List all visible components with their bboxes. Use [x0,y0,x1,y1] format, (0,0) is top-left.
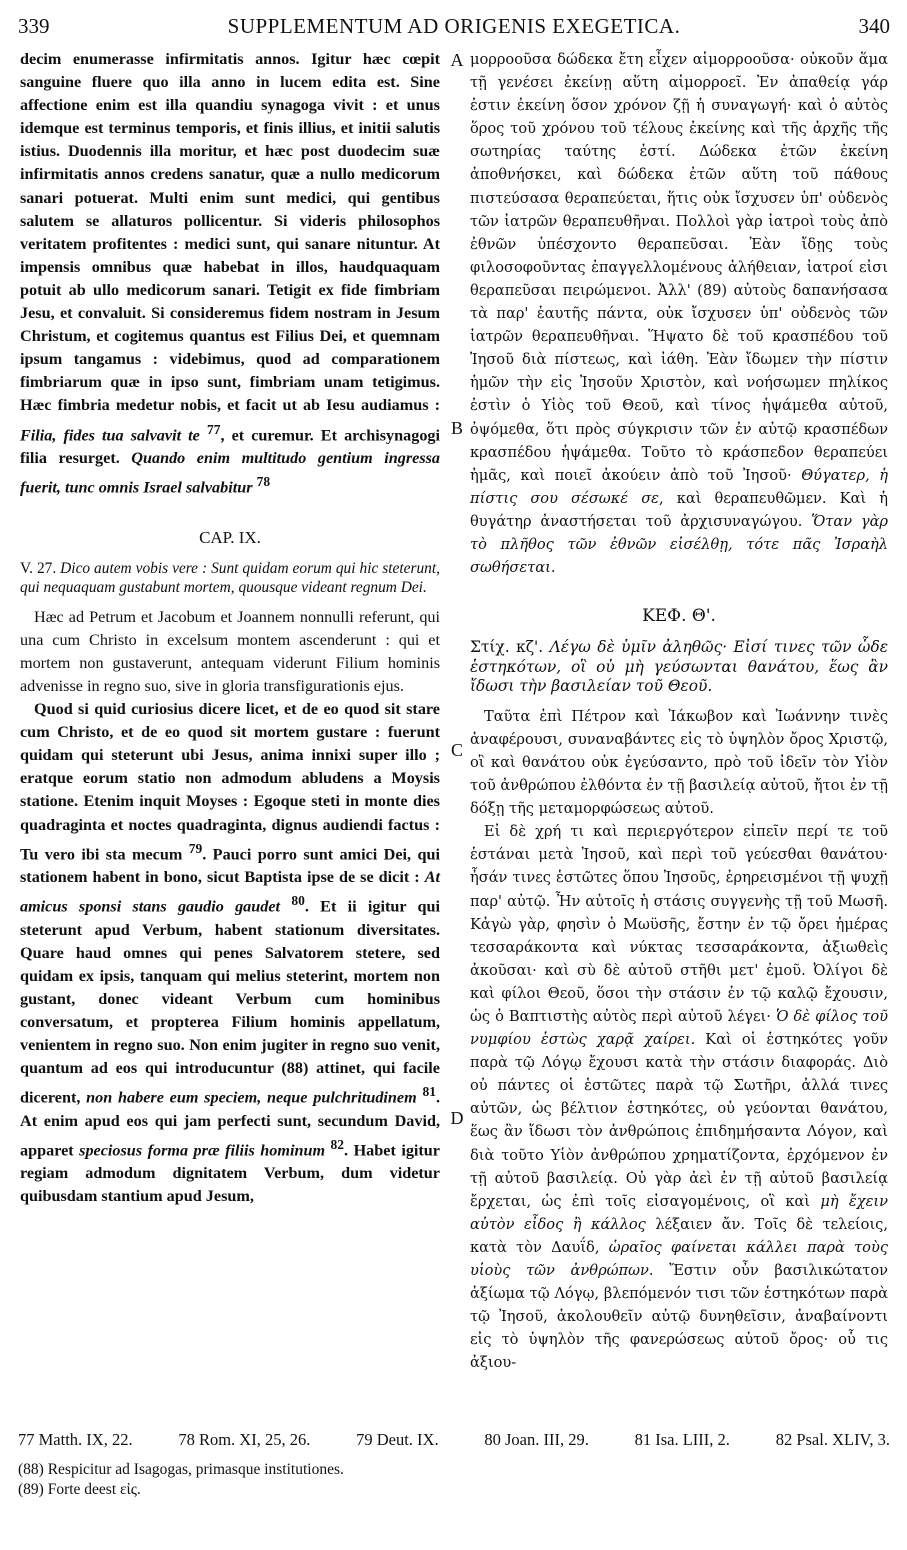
footnote-ref: 81 Isa. LIII, 2. [634,1430,730,1449]
latin-paragraph-2: Hæc ad Petrum et Jacobum et Joannem nonnulli referunt, qui una cum Christo in excelsum montem ascenderunt : qui et mortem non gustaverunt, antequam viderunt Filium hominis advenisse in regno suo, sive in gloria transfigurationis ejus. [20,607,440,695]
footnote-ref: 79 Deut. IX. [356,1430,439,1449]
footnote-ref: 80 Joan. III, 29. [484,1430,589,1449]
margin-letter-c: C [450,740,463,760]
latin-paragraph-3: Quod si quid curiosius dicere licet, et de eo quod sit stare cum Christo, et de eo quod sit mortem gustare : fuerunt quidam qui steterunt ubi Jesus, anima innixi super illo ; eratque eorum statio non admodum abludens a Moysis statione. Etenim inquit Moyses : Egoque steti in monte dies quadraginta et noctes quadraginta, dignus audiendi factus : Tu vero ibi sta mecum $^{79}$. Pauci porro sunt amici Dei, qui stationem habent in bono, sicut Baptista ipse de se dicit : At amicus sponsi stans gaudio gaudet $^{80}$. Et ii igitur qui steterunt apud Verbum, habent stationum diversitates. Quare haud omnes qui penes Salvatorem stetere, sed quidam ex ipsis, tanquam qui melius steterint, mortem non gustant, donec videant Verbum cum hominibus conversatum, et propterea Filium hominis appellatum, venientem in regno suo. Non enim jugiter in regno suo venit, quantum ad eos qui introducuntur (88) attinet, qui facile dicerent, non habere eum speciem, neque pulchritudinem $^{81}$. At enim apud eos qui jam perfecti sunt, secundum David, apparet speciosus forma præ filiis hominum $^{82}$. Habet igitur regiam admodum dignitatem Verbum, dum videtur quibusdam stantium apud Jesum, [20,700,441,1206]
chapter-heading-greek: ΚΕΦ. Θ'. [642,606,716,627]
footnotes [18,1430,890,1500]
page-number-left: 339 [18,14,50,38]
footnote-ref: 78 Rom. XI, 25, 26. [178,1430,311,1449]
greek-paragraph-1: μορρooῦσα δώδεκα ἔτη εἶχεν αἱμορροοῦσα· οὐκοῦν ἅμα τῇ γενέσει ἐκείνῃ αὕτη αἱμορροεῖ. Ἐν ἀπαθείᾳ γάρ ἐστιν ἐκείνη ὅσον χρόνον ζῇ ἡ συναγωγή· καὶ ὁ αὐτὸς ὅρος τοῦ χρόνου τοῦ τέλους ἐκείνης καὶ τῆς ἀρχῆς τῆς σωτηρίας ταύτης ἐστί. Δώδεκα ἐτῶν ἐκείνη ἀποθνήσκει, καὶ δώδεκα ἐτῶν αὕτη τοῦ πάθους πιστεύσασα θεραπεύεται, ἥτις οὐκ ἴσχυσεν ὑπ' οὐδενὸς τῶν ἰατρῶν θεραπευθῆναι. Πολλοὶ γὰρ ἰατροὶ τοὺς ἀπὸ ἐθνῶν ὑπέσχοντο θεραπεῦσαι. Ἐὰν ἴδῃς τοὺς φιλοσοφοῦντας ἐπαγγελλομένους ἀλήθειαν, ἰατροί εἰσι θεραπεῦσαι πειρώμενοι. Ἀλλ' (89) αὐτοὺς δαπανήσασα τὰ παρ' ἑαυτῆς πάντα, οὐκ ἴσχυσεν ὑπ' οὐδενὸς τῶν ἰατρῶν θεραπευθῆναι. Ἥψατο δὲ τοῦ κρασπέδου τοῦ Ἰησοῦ διὰ πίστεως, καὶ ἰάθη. Ἐὰν ἴδωμεν τὴν πίστιν ἡμῶν τὴν εἰς Ἰησοῦν Χριστὸν, καὶ νοήσωμεν πηλίκος ἐστὶν ὁ Υἱὸς τοῦ Θεοῦ, καὶ τίνος ἡψάμεθα αὐτοῦ, ὀψόμεθα, ὅτι πρὸς σύγκρισιν τῶν ἐν αὐτῷ κρασπέδων κρασπέδου ἡψάμεθα. Τοῦτο τὸ κράσπεδον θεραπεύει ἡμᾶς, καὶ ποιεῖ ἀκούειν ἀπὸ τοῦ Ἰησοῦ· Θύγατερ, ἡ πίστις σου σέσωκέ σε, καὶ θεραπευθῶμεν. Καὶ ἡ θυγάτηρ ἀναστήσεται τοῦ ἀρχισυναγώγου. Ὅταν γὰρ τὸ πλῆθος τῶν ἐθνῶν εἰσέλθῃ, τότε πᾶς Ἰσραὴλ σωθήσεται. [470,51,889,577]
margin-letter-d: D [450,1108,464,1128]
footnote-88: (88) Respicitur ad Isagogas, primasque institutiones. [18,1461,344,1478]
footnote-ref: 82 Psal. XLIV, 3. [775,1430,890,1449]
page-header [18,14,890,44]
latin-column [20,48,440,1209]
verse-greek: Στίχ. κζ'. Λέγω δὲ ὑμῖν ἀληθῶς· Εἰσί τινες τῶν ὧδε ἑστηκότων, οἳ οὐ μὴ γεύσωνται θανάτου, ἕως ἂν ἴδωσι τὴν βασιλείαν τοῦ Θεοῦ. [470,638,888,696]
chapter-heading-latin: CAP. IX. [199,527,261,547]
greek-column [470,48,888,1374]
latin-paragraph-1: decim enumerasse infirmitatis annos. Igitur hæc cœpit sanguine fluere quo illa anno in lucem edita est. Sine affectione enim est illa quandiu synagoga vivit : et unus idemque est terminus temporis, et finis illius, et initii salutis istius. Duodennis illa moritur, et hæc post duodecim suæ infirmitatis annos credens sanatur, quæ a nullo medicorum sanari potuerat. Multi enim sunt medici, qui gentibus salutem se allaturos pollicentur. Si videris philosophos veritatem profitentes : medici sunt, qui sanare nituntur. At impensis omnibus quæ habebat in illos, haudquaquam potuit ab ullo medicorum sanari. Tetigit ex fide fimbriam Jesu, et convaluit. Si consideremus fidem nostram in Jesum Christum, et cogitemus quantus est Filius Dei, et quemnam ipsum tangamus : videbimus, quod ad comparationem fimbriarum quæ in ipso sunt, fimbriam unam tetigimus. Hæc fimbria medetur nobis, et facit ut ab Iesu audiamus : Filia, fides tua salvavit te $^{77}$, et curemur. Et archisynagogi filia resurget. Quando enim multitudo gentium ingressa fuerit, tunc omnis Israel salvabitur $^{78}$ [20,50,441,497]
greek-paragraph-2: Ταῦτα ἐπὶ Πέτρον καὶ Ἰάκωβον καὶ Ἰωάννην τινὲς ἀναφέρουσι, συναναβάντες εἰς τὸ ὑψηλὸν ὄρος Χριστῷ, οἳ καὶ θανάτου οὐκ ἐγεύσαντο, πρὸ τοῦ ἰδεῖν τὸν Υἱὸν τοῦ ἀνθρώπου ἐλθόντα ἐν τῇ βασιλείᾳ αὐτοῦ, ἤτοι ἐν τῇ δόξῃ τῆς μεταμορφώσεως αὐτοῦ. [470,707,889,818]
footnote-ref: 77 Matth. IX, 22. [18,1430,133,1449]
page-number-right: 340 [858,14,890,38]
footnote-89: (89) Forte deest εἰς. [18,1481,141,1498]
running-title: SUPPLEMENTUM AD ORIGENIS EXEGETICA. [227,14,681,38]
verse-latin: V. 27. Dico autem vobis vere : Sunt quidam eorum qui hic steterunt, qui nequaquam gustabunt mortem, quousque videant regnum Dei. [20,559,440,597]
scripture-references [18,1430,890,1450]
greek-paragraph-3: Εἰ δὲ χρή τι καὶ περιεργότερον εἰπεῖν περί τε τοῦ ἑστάναι μετὰ Ἰησοῦ, καὶ περὶ τοῦ γεύεσθαι θανάτου· ἦσάν τινες ἑστῶτες ὅπου Ἰησοῦς, ἐρηρεισμένοι τῇ ψυχῇ παρ' αὐτῷ. Ἦν αὐτοῖς ἡ στάσις συγγενὴς τῇ τοῦ Μωσῆ. Κἀγὼ γὰρ, φησὶν ὁ Μωϋσῆς, ἔστην ἐν τῷ ὄρει ἡμέρας τεσσαράκοντα καὶ νύκτας τεσσαράκοντα, ἀξιωθεὶς ἀκοῦσαι· καὶ σὺ δὲ αὐτοῦ στῆθι μετ' ἐμοῦ. Ὀλίγοι δὲ καὶ φίλοι Θεοῦ, ὅσοι τὴν στάσιν ἐν τῷ καλῷ ἔχουσιν, ὡς ὁ Βαπτιστὴς αὐτὸς περὶ αὐτοῦ λέγει· Ὁ δὲ φίλος τοῦ νυμφίου ἑστὼς χαρᾷ χαίρει. Καὶ οἱ ἑστηκότες γοῦν παρὰ τῷ Λόγῳ ἔχουσι κατὰ τὴν στάσιν διαφοράς. Διὸ οὐ πάντες οἱ ἑστῶτες παρὰ τῷ Σωτῆρι, ἀλλά τινες αὐτῶν, ὡς βέλτιον ἑστηκότες, οὐ γεύονται θανάτου, ἕως ἂν ἴδωσι τὸν ἀνθρώποις ἐπιδημήσαντα Λόγον, καὶ διὰ τοῦτο Υἱὸν ἀνθρώπου χρηματίζοντα, ἐρχόμενον ἐν τῇ αὐτοῦ βασιλείᾳ. Οὐ γὰρ ἀεὶ ἐν τῇ αὐτοῦ βασιλείᾳ ἔρχεται, ὡς ἐπὶ τοῖς εἰσαγομένοις, οἳ καὶ μὴ ἔχειν αὐτὸν εἶδος ἢ κάλλος λέξαιεν ἄν. Τοῖς δὲ τελείοις, κατὰ τὸν Δαυΐδ, ὡραῖος φαίνεται κάλλει παρὰ τοὺς υἱοὺς τῶν ἀνθρώπων. Ἔστιν οὖν βασιλικώτατον ἀξίωμα τῷ Λόγῳ, βλεπόμενόν τισι τῶν ἑστηκότων παρὰ τῷ Ἰησοῦ, ἀκολουθεῖν αὐτῷ δυνηθεῖσιν, ἀναβαίνοντι εἰς τὸ ὑψηλὸν τῆς φανερώσεως αὐτοῦ ὄρος· οὗ τις ἀξιου- [470,823,889,1372]
margin-letter-a: A [450,50,464,70]
margin-letter-b: B [450,418,463,438]
